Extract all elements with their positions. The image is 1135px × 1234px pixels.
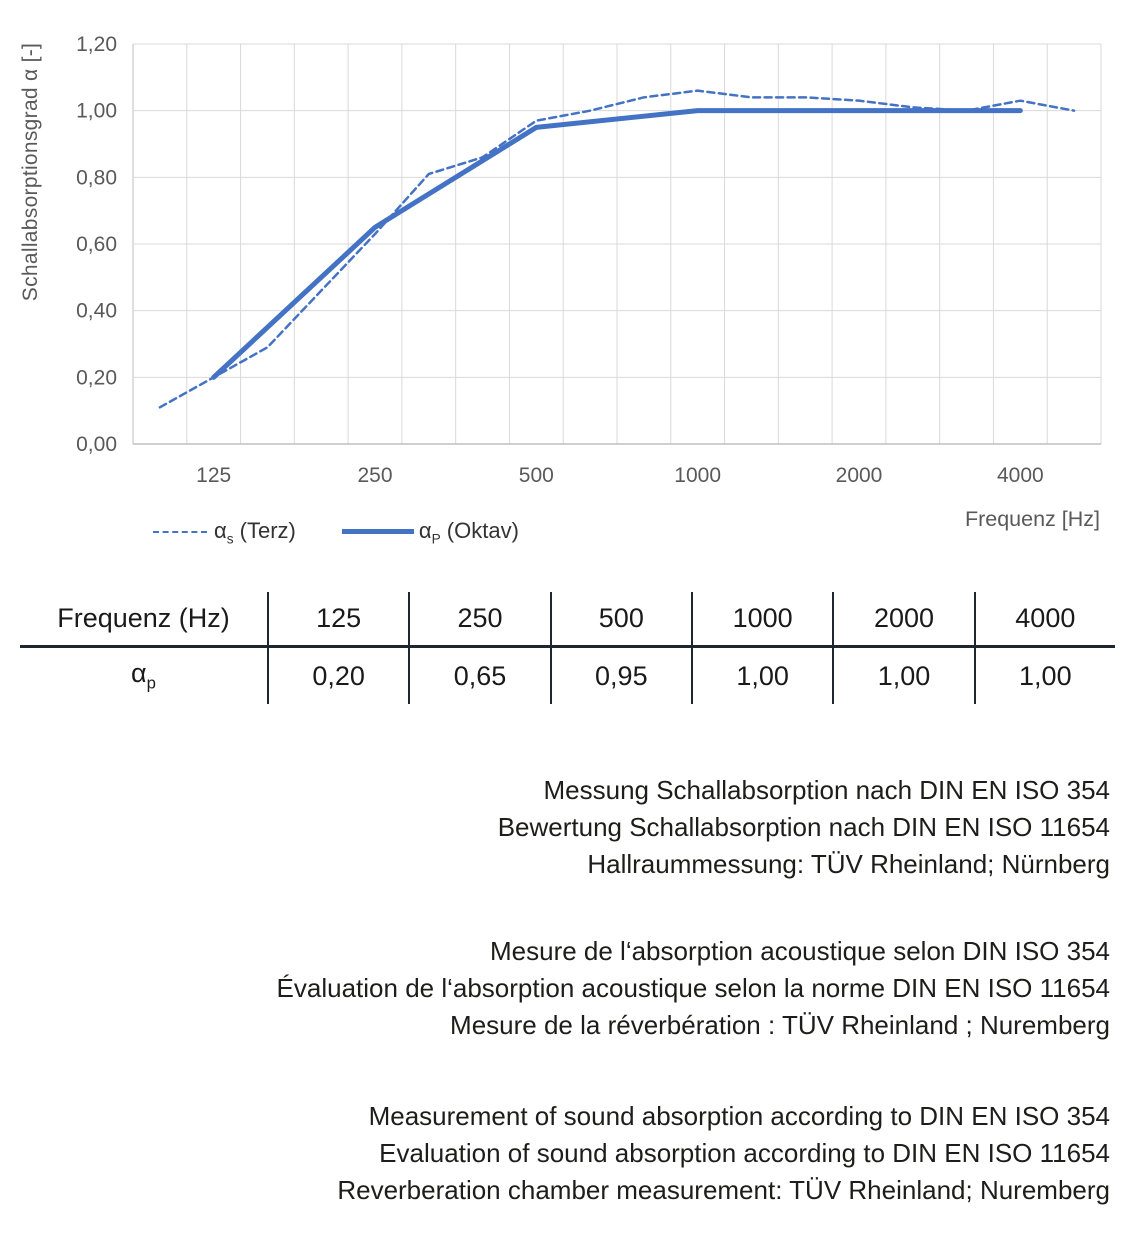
table-value-cell: 0,95 (550, 648, 691, 704)
y-tick-label: 0,80 (76, 166, 117, 190)
chart-legend (153, 517, 519, 547)
text-line: Évaluation de l‘absorption acoustique selon la norme DIN EN ISO 11654 (276, 973, 1110, 1003)
table-value-cell: 0,65 (408, 648, 549, 704)
y-tick-label: 0,40 (76, 299, 117, 323)
table-header-cell: 250 (408, 592, 549, 648)
x-axis-title: Frequenz [Hz] (964, 507, 1100, 531)
absorption-line-chart (0, 0, 1135, 560)
text-line: Evaluation of sound absorption according to DIN EN ISO 11654 (379, 1138, 1110, 1168)
x-tick-label: 4000 (996, 464, 1044, 487)
x-tick-label: 250 (357, 464, 393, 487)
table-header-cell: 500 (550, 592, 691, 648)
table-value-cell: 0,20 (267, 648, 408, 704)
table-header-cell: Frequenz (Hz) (20, 592, 267, 648)
table-value-cell: 1,00 (974, 648, 1115, 704)
alpha-p-row-label: $\alpha_p$ (131, 658, 156, 693)
table-header-cell: 1000 (691, 592, 832, 648)
y-tick-label: 0,60 (76, 233, 117, 256)
x-tick-label: 125 (196, 464, 232, 487)
table-row-label-cell (20, 648, 267, 704)
table-value-cell: 1,00 (832, 648, 973, 704)
table-header-cell: 125 (267, 592, 408, 648)
y-tick-label: 1,20 (76, 33, 117, 56)
solid-line-sample (342, 529, 414, 534)
table-header-cell: 4000 (974, 592, 1115, 648)
paragraph-german (25, 772, 1110, 883)
y-tick-label: 0,00 (76, 433, 117, 456)
dashed-line-sample (153, 531, 207, 533)
x-tick-label: 1000 (674, 464, 722, 487)
text-line: Mesure de l‘absorption acoustique selon DIN ISO 354 (489, 936, 1110, 966)
legend-item-terz (153, 518, 296, 546)
y-tick-label: 1,00 (76, 99, 117, 123)
text-line: Hallraummessung: TÜV Rheinland; Nürnberg (587, 849, 1110, 879)
paragraph-french (25, 933, 1110, 1044)
text-line: Messung Schallabsorption nach DIN EN ISO 354 (543, 775, 1110, 805)
paragraph-english (25, 1098, 1110, 1209)
legend-label-terz: $\alpha_s$ (Terz) (214, 517, 296, 547)
x-tick-label: 2000 (835, 464, 883, 487)
text-line: Bewertung Schallabsorption nach DIN EN ISO 11654 (497, 812, 1110, 842)
text-line: Measurement of sound absorption according to DIN EN ISO 354 (368, 1101, 1110, 1131)
frequency-table (20, 592, 1115, 704)
legend-label-oktav: $\alpha_P$ (Oktav) (418, 517, 519, 547)
y-tick-label: 0,20 (76, 366, 117, 390)
legend-item-oktav (342, 518, 519, 546)
text-line: Mesure de la réverbération : TÜV Rheinland ; Nuremberg (450, 1010, 1110, 1040)
table-value-cell: 1,00 (691, 648, 832, 704)
table-header-cell: 2000 (832, 592, 973, 648)
x-tick-label: 500 (518, 464, 554, 487)
text-line: Reverberation chamber measurement: TÜV Rheinland; Nuremberg (337, 1175, 1110, 1205)
y-axis-title: Schallabsorptionsgrad α [-] (19, 42, 42, 302)
